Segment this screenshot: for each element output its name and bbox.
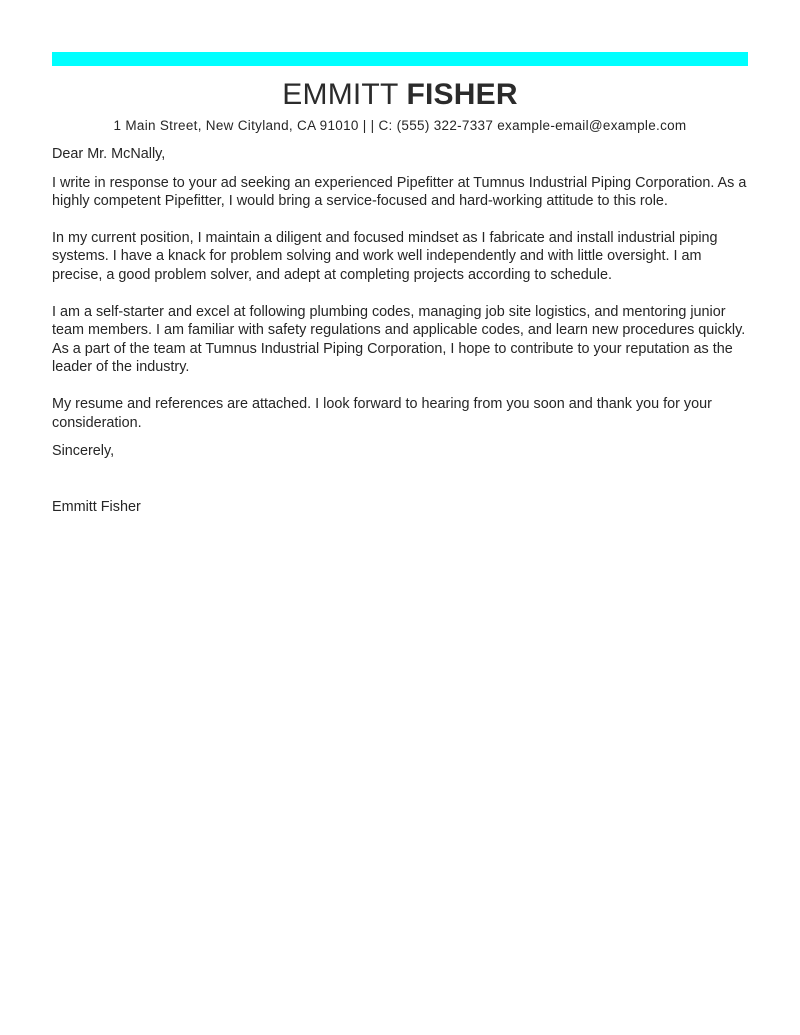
applicant-first-name: EMMITT <box>282 78 398 111</box>
contact-line: 1 Main Street, New Cityland, CA 91010 | | C: (555) 322-7337 example-email@example.com <box>113 118 687 133</box>
paragraph-intro: I write in response to your ad seeking an experienced Pipefitter at Tumnus Industrial Piping Corporation. As a highly competent Pipefitter, I would bring a service-focused and hard-working attitude to this role. <box>52 174 747 210</box>
closing-phrase: Sincerely, <box>52 443 115 460</box>
salutation: Dear Mr. McNally, <box>52 146 166 162</box>
header-accent-bar <box>52 52 748 66</box>
paragraph-closing: My resume and references are attached. I look forward to hearing from you soon and thank you for your consideration. <box>52 395 712 431</box>
signature-name: Emmitt Fisher <box>52 498 141 515</box>
letter-body <box>52 145 752 516</box>
applicant-name <box>0 76 800 114</box>
applicant-last-name: FISHER <box>406 78 518 111</box>
paragraph-skills: I am a self-starter and excel at following plumbing codes, managing job site logistics, and mentoring junior team members. I am familiar with safety regulations and applicable codes, and learn new procedures quickly. As a part of the team at Tumnus Industrial Piping Corporation, I hope to contribute to your reputation as the leader of the industry. <box>52 303 746 376</box>
paragraph-current-position: In my current position, I maintain a diligent and focused mindset as I fabricate and install industrial piping systems. I have a knack for problem solving and work well independently and with little oversight. I am precise, a good problem solver, and adept at completing projects according to schedule. <box>52 229 718 283</box>
